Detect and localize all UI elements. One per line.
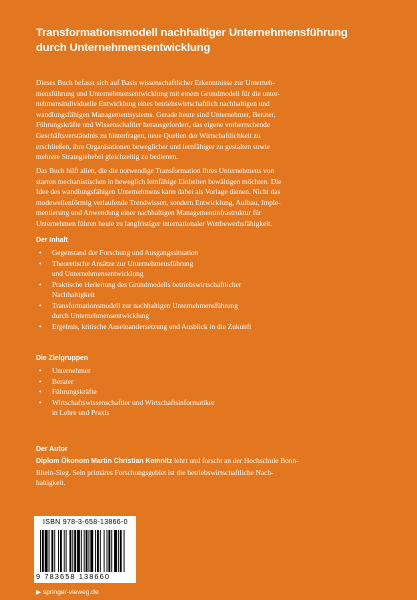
bullet-icon: • [39,366,42,375]
bullet-icon: • [39,376,42,386]
list-item-text: Unternehmer [52,366,91,375]
author-bio-line: haltigkeit. [36,478,66,488]
list-item-text: Ergebnis, kritische Auseinandersetzung und Ausblick in die Zukunft [52,321,252,331]
list-item [36,387,376,398]
author-bio [36,456,391,489]
intro-line: mehrere Strategiehebel gleichzeitig zu bedienen. [36,152,179,162]
bullet-icon: • [39,321,42,331]
bullet-icon: • [39,258,42,268]
list-item [36,301,376,322]
list-item-text: Führungskräfte [52,387,97,396]
list-item [36,280,376,301]
bullet-icon: • [39,248,42,257]
author-bio-line: Rhein-Sieg. Sein primäres Forschungsgebiet ist die betriebswirtschaftliche Nach- [36,467,274,477]
zielgruppen-list [36,366,376,419]
list-item [36,398,376,419]
isbn-barcode-box [34,516,136,583]
body-line: modewellenförmig verlaufende Trendwissen, sondern Entwicklung, Aufbau, Imple- [36,197,281,207]
list-item-text: Theoretische Ansätze zur Unternehmensführung [52,258,194,268]
autor-heading: Der Autor [36,446,68,453]
list-item-text: Gegenstand der Forschung und Ausgangssituation [52,248,199,257]
author-name: Diplom Ökonom Martin Christian Kemnitz [36,458,173,465]
list-item-text: Wirtschaftswissenschaftler und Wirtschaftsinformatiker [52,397,215,407]
inhalt-list [36,248,376,332]
intro-line: Führungskräfte und Wissenschaftler herausgefordert, das eigene vorherrschende [36,120,270,130]
list-item-text: Nachhaltigkeit [52,290,95,299]
intro-line: nehmensindividuelle Entwicklung eines betriebswirtschaftlich nachhaltigen und [36,99,270,109]
isbn-label: ISBN 978-3-658-13866-0 [43,519,128,526]
list-item [36,377,376,388]
author-bio-line [36,456,391,468]
list-item-text: Praktische Herleitung des Grundmodells betriebswirtschaftlicher [52,279,242,289]
list-item-text: und Unternehmensentwicklung [52,269,144,278]
isbn-digits: 9 783658 138660 [36,572,111,581]
bullet-icon: • [39,387,42,396]
author-bio-text: lehrt und forscht an der Hochschule Bonn- [172,456,299,465]
bullet-icon: • [39,279,42,289]
body-paragraph [36,166,391,230]
intro-line: wandlungsfähigen Managementsystems. Gerade heute sind Unternehmer, Berater, [36,109,276,119]
publisher-link[interactable]: ▶ springer-vieweg.de [36,589,99,596]
bullet-icon: • [39,300,42,310]
intro-line: mensführung und Unternehmensentwicklung mit einem Grundmodell für die unter- [36,88,280,98]
list-item-text: durch Unternehmensentwicklung [52,311,150,320]
list-item-text: in Lehre und Praxis [52,408,110,417]
barcode-icon [40,530,132,572]
inhalt-heading: Der Inhalt [36,237,68,244]
book-title [36,26,386,56]
list-item [36,322,376,333]
body-line: starren mechanistischen in beweglich lernfähige Einheiten bewältigen möchten. Die [36,176,282,186]
bullet-icon: • [39,397,42,407]
zielgruppen-heading: Die Zielgruppen [36,355,89,362]
body-line: mentierung und Anwendung einer nachhaltigen Managementinfrastruktur für [36,208,262,218]
intro-line: Geschäftsverständnis zu hinterfragen, neue Quellen der Wirtschaftlichkeit zu [36,130,261,140]
body-line: Idee des wandlungsfähigen Unternehmens kann dabei als Vorlage dienen. Nicht das [36,187,281,197]
list-item-text: Berater [52,376,74,386]
title-line-1: Transformationsmodell nachhaltiger Unternehmensführung [36,27,348,39]
body-line: Unternehmen führen heute zu langfristiger internationaler Wettbewerbsfähigkeit. [36,218,273,228]
list-item-text: Transformationsmodell zur nachhaltigen Unternehmensführung [52,300,238,310]
body-line: Das Buch hilft allen, die die notwendige Transformation Ihres Unternehmens von [36,166,275,175]
list-item [36,248,376,259]
intro-paragraph [36,78,391,163]
intro-line: erschließen, ihre Organisationen beweglicher und lernfähiger zu gestalten sowie [36,141,270,151]
list-item [36,259,376,280]
title-line-2: durch Unternehmensentwicklung [36,42,211,54]
intro-line: Dieses Buch befasst sich auf Basis wissenschaftlicher Erkenntnisse zur Unterneh- [36,78,275,87]
list-item [36,366,376,377]
